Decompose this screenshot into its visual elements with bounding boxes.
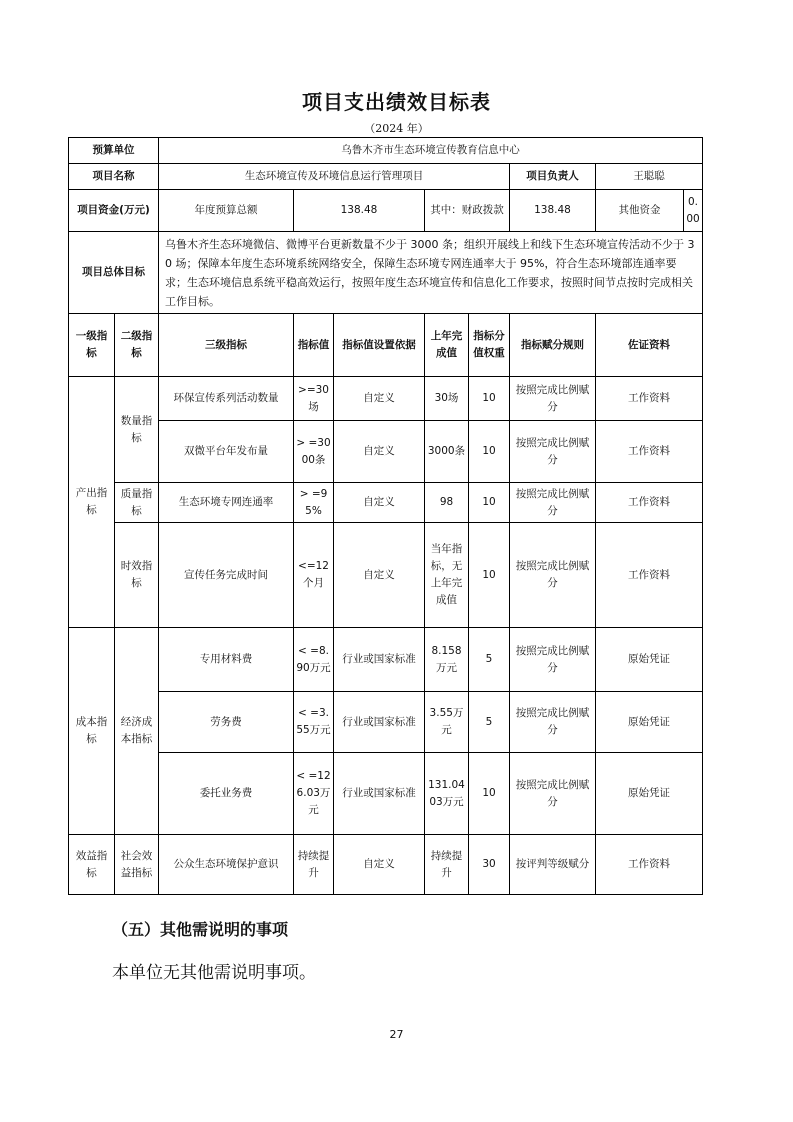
last-year-value: 持续提升 [425,835,469,895]
last-year-value: 98 [425,483,469,523]
project-name-row [69,164,703,190]
page-number: 27 [389,1028,404,1041]
budget-unit-value: 乌鲁木齐市生态环境宣传教育信息中心 [159,138,703,164]
indicator-weight: 5 [469,628,510,692]
indicator-row [69,483,703,523]
indicator-value: < =3.55万元 [294,692,334,753]
year-label: （2024 年） [364,122,429,135]
level3-indicator: 生态环境专网连通率 [159,483,294,523]
indicator-weight: 10 [469,483,510,523]
header-value: 指标值 [294,314,334,377]
level2-indicator: 经济成本指标 [115,628,159,835]
page-title: 项目支出绩效目标表 [302,90,491,114]
indicator-value: > =3000条 [294,421,334,483]
value-basis: 自定义 [334,421,425,483]
level3-indicator: 委托业务费 [159,753,294,835]
annual-budget-value: 138.48 [294,190,425,232]
indicator-value: <=12个月 [294,523,334,628]
value-basis: 行业或国家标准 [334,753,425,835]
indicator-row [69,835,703,895]
evidence: 原始凭证 [596,753,703,835]
last-year-value: 3000条 [425,421,469,483]
last-year-value: 3.55万元 [425,692,469,753]
level3-indicator: 环保宣传系列活动数量 [159,377,294,421]
section-heading: （五）其他需说明的事项 [112,920,289,939]
indicator-weight: 10 [469,377,510,421]
fiscal-label: 其中：财政拨款 [425,190,510,232]
indicator-value: >=30场 [294,377,334,421]
indicator-value: < =126.03万元 [294,753,334,835]
evidence: 原始凭证 [596,628,703,692]
level2-indicator: 时效指标 [115,523,159,628]
scoring-rule: 按照完成比例赋分 [510,483,596,523]
header-rule: 指标赋分规则 [510,314,596,377]
level3-indicator: 双微平台年发布量 [159,421,294,483]
scoring-rule: 按照完成比例赋分 [510,377,596,421]
other-funds-label: 其他资金 [596,190,684,232]
scoring-rule: 按照完成比例赋分 [510,753,596,835]
last-year-value: 当年指标，无上年完成值 [425,523,469,628]
performance-table [68,137,703,895]
header-level1: 一级指标 [69,314,115,377]
goal-row [69,232,703,314]
section-note: 本单位无其他需说明事项。 [112,963,316,983]
header-weight: 指标分值权重 [469,314,510,377]
indicator-weight: 10 [469,753,510,835]
indicator-row [69,523,703,628]
indicator-row [69,377,703,421]
last-year-value: 30场 [425,377,469,421]
funds-label: 项目资金(万元) [69,190,159,232]
goal-text: 乌鲁木齐生态环境微信、微博平台更新数量不少于 3000 条；组织开展线上和线下生态环境宣传活动不少于 30 场；保障本年度生态环境系统网络安全，保障生态环境专网连通率大于 95%，符合生态环境部连通率要求；生态环境信息系统平稳高效运行，按照年度生态环境宣传和信息化工作要求，按照时间节点按时完成相关工作目标。 [159,232,703,314]
project-name-value: 生态环境宣传及环境信息运行管理项目 [159,164,510,190]
value-basis: 自定义 [334,377,425,421]
evidence: 工作资料 [596,377,703,421]
level1-indicator: 产出指标 [69,377,115,628]
level3-indicator: 公众生态环境保护意识 [159,835,294,895]
header-row [69,314,703,377]
indicator-value: < =8.90万元 [294,628,334,692]
value-basis: 自定义 [334,483,425,523]
evidence: 工作资料 [596,421,703,483]
level3-indicator: 宣传任务完成时间 [159,523,294,628]
last-year-value: 8.158万元 [425,628,469,692]
indicator-value: 持续提升 [294,835,334,895]
goal-label: 项目总体目标 [69,232,159,314]
scoring-rule: 按评判等级赋分 [510,835,596,895]
annual-budget-label: 年度预算总额 [159,190,294,232]
value-basis: 自定义 [334,835,425,895]
header-level2: 二级指标 [115,314,159,377]
header-basis: 指标值设置依据 [334,314,425,377]
level1-indicator: 成本指标 [69,628,115,835]
value-basis: 行业或国家标准 [334,628,425,692]
header-last-year: 上年完成值 [425,314,469,377]
indicator-body [69,314,703,895]
indicator-row [69,753,703,835]
level3-indicator: 劳务费 [159,692,294,753]
other-funds-value: 0.00 [684,190,703,232]
indicator-row [69,692,703,753]
value-basis: 行业或国家标准 [334,692,425,753]
evidence: 原始凭证 [596,692,703,753]
project-name-label: 项目名称 [69,164,159,190]
scoring-rule: 按照完成比例赋分 [510,628,596,692]
level2-indicator: 社会效益指标 [115,835,159,895]
indicator-row [69,421,703,483]
scoring-rule: 按照完成比例赋分 [510,523,596,628]
owner-label: 项目负责人 [510,164,596,190]
scoring-rule: 按照完成比例赋分 [510,421,596,483]
indicator-weight: 5 [469,692,510,753]
fiscal-value: 138.48 [510,190,596,232]
evidence: 工作资料 [596,835,703,895]
indicator-weight: 30 [469,835,510,895]
owner-value: 王聪聪 [596,164,703,190]
funds-row [69,190,703,232]
indicator-weight: 10 [469,523,510,628]
last-year-value: 131.0403万元 [425,753,469,835]
budget-unit-row [69,138,703,164]
level2-indicator: 数量指标 [115,377,159,483]
indicator-value: > =95% [294,483,334,523]
level1-indicator: 效益指标 [69,835,115,895]
level2-indicator: 质量指标 [115,483,159,523]
indicator-row [69,628,703,692]
evidence: 工作资料 [596,483,703,523]
header-evidence: 佐证资料 [596,314,703,377]
level3-indicator: 专用材料费 [159,628,294,692]
indicator-weight: 10 [469,421,510,483]
value-basis: 自定义 [334,523,425,628]
evidence: 工作资料 [596,523,703,628]
scoring-rule: 按照完成比例赋分 [510,692,596,753]
budget-unit-label: 预算单位 [69,138,159,164]
header-level3: 三级指标 [159,314,294,377]
